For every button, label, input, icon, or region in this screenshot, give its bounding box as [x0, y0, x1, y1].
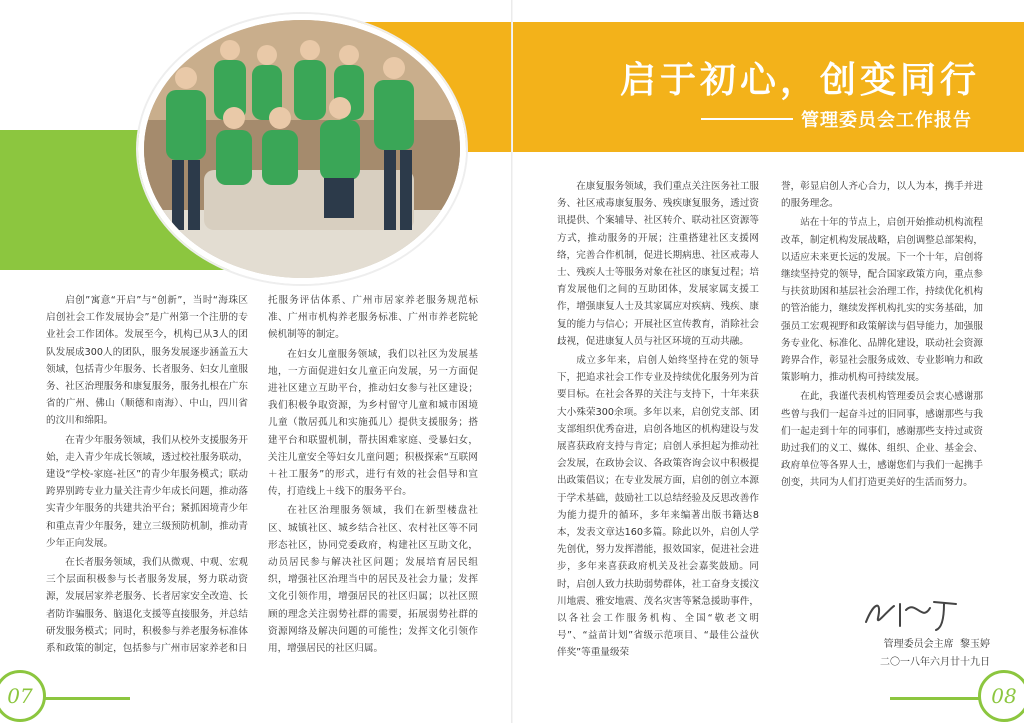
signature-line	[840, 636, 990, 654]
handwritten-signature-icon	[860, 592, 960, 634]
page-gutter	[511, 0, 513, 723]
paragraph: 誉，彰显启创人齐心合力，以人为本，携手并进的服务理念。	[781, 181, 983, 210]
paragraph: 在妇女儿童服务领域，我们以社区为发展基地，一方面促进妇女儿童正向发展，另一方面促进社区建立互助平台，推动妇女参与社区建设；我们积极争取资源，为乡村留守儿童和城市困境儿童（散居孤儿和实施孤儿）提供支援服务；搭建平台和联盟机制，帮扶困难家庭、受暴妇女，关注儿童安全等妇女儿童问题；积极探索“互联网＋社工服务”的形式，进行有效的社会倡导和宣传，打造线上＋线下的服务平台。	[268, 348, 478, 498]
group-photo-icon	[144, 20, 460, 278]
subtitle-row	[560, 106, 972, 132]
page-title: 启于初心，创变同行	[619, 59, 980, 101]
paragraph: 在青少年服务领域，我们从校外支援服务开始，走入青少年成长领域，透过校社服务联动，建设“学校-家庭-社区”的青少年服务模式；联动跨界别跨专业力量关注青少年成长问题，推动落实青少年服务的共建共治平台；紧抓困境青少年和重点青少年服务，建立三级预防机制，推动青少年正向发展。	[46, 434, 248, 549]
page-subtitle: 管理委员会工作报告	[801, 110, 972, 131]
page-number-right: 08	[978, 670, 1024, 722]
paragraph: 在康复服务领域，我们重点关注医务社工服务、社区戒毒康复服务、残疾康复服务，透过资讯提供、个案辅导、社区转介、联动社区资源等方式，推动服务的开展；注重搭建社区支援网络，完善合作机制，促进长期病患、社区戒毒人士、残疾人士等服务对象在社区的康复过程；培育发展他们之间的互助团体，发展家属支援工作，增强康复人士及其家属应对疾病、残疾、康复的能力与信心；开展社区宣传教育，消除社会歧视，促进康复人员与社区环境的互动共融。	[557, 181, 759, 347]
right-column-2	[781, 178, 983, 494]
subtitle-dash	[701, 118, 793, 120]
paragraph: 在社区治理服务领域，我们在新型楼盘社区、城镇社区、城乡结合社区、农村社区等不同形态社区，协同党委政府，构建社区互助文化，动员居民参与解决社区问题；发展培育居民组织，增强社区治理当中的居民及社会力量；发挥文化引领作用，增强居民的社区归属；以社区照顾的理念关注弱势社群的需要，拓展弱势社群的资源网络及解决问题的可能性；发挥文化引领作用，增强居民的社区归属。	[268, 505, 478, 655]
page-number-left: 07	[0, 670, 46, 722]
page-number-bar-right	[890, 697, 980, 700]
paragraph: 站在十年的节点上，启创开始推动机构流程改革，制定机构发展战略，启创调整总部架构，以适应未来更长远的发展。下一个十年，启创将继续坚持党的领导，配合国家政策方向，重点参与扶贫助困和基层社会治理工作，持续优化机构的管治能力，继续发挥机构扎实的实务基础，加强员工宏观视野和政策解读与倡导能力，加强服务专业化、标准化、品牌化建设，联动社会资源跨界合作，彰显社会服务成效、专业影响力和政策影响力，推动机构可持续发展。	[781, 217, 983, 384]
page-number-bar-left	[40, 697, 130, 700]
signature-role: 管理委员会主席	[883, 639, 954, 650]
paragraph: 启创”寓意“开启”与“创新”，当时“海珠区启创社会工作发展协会”是广州第一个注册的专业社会工作团体。发展至今，机构已从3人的团队发展成300人的团队，服务发展逐步涵盖五大领域，包括青少年服务、长者服务、妇女儿童服务、社区治理服务和康复服务，服务扎根在广东省的广州、佛山（顺德和南海）、中山，四川省的汶川和绵阳。	[46, 295, 248, 427]
right-column-1	[557, 178, 759, 664]
signature-name: 黎玉婷	[960, 639, 990, 650]
group-photo	[138, 14, 466, 284]
left-column-1	[46, 292, 248, 659]
paragraph: 在此，我谨代表机构管理委员会衷心感谢那些曾与我们一起奋斗过的旧同事，感谢那些与我们一起走到十年的同事们，感谢那些支持过或资助过我们的义工、媒体、组织、企业、基金会、政府单位等各界人士，感谢您们与我们一起携手创变，共同为人们打造更美好的生活而努力。	[781, 391, 983, 489]
left-column-2	[268, 292, 478, 659]
signature-block	[840, 636, 990, 672]
paragraph: 托服务评估体系、广州市居家养老服务规范标准、广州市机构养老服务标准、广州市养老院轮候机制等的制定。	[268, 295, 478, 341]
signature-date: 二〇一八年六月廿十九日	[880, 657, 990, 668]
paragraph: 成立多年来，启创人始终坚持在党的领导下，把追求社会工作专业及持续优化服务列为首要目标。在社会各界的关注与支持下，十年来获大小殊荣300余项。多年以来，启创党支部、团支部组织优秀奋进，启创各地区的机构建设与发展喜获政府支持与肯定；启创人承担起为推动社会发展，在政协会议、各政策咨询会议中积极提出政策倡议；在专业发展方面，启创的创立本源于学术基础，鼓励社工以总结经验及反思改善作为能力提升的循环，多年来编著出版书籍达8本，发表文章达160多篇。除此以外，启创人学先创优，努力发挥潜能，报效国家，促进社会进步，多年来喜获政府机关及社会嘉奖鼓励。同时，启创人致力扶助弱势群体，社工奋身支援汶川地震、雅安地震、茂名灾害等紧急援助事件，以各社会工作服务机构、全国“敬老文明号”、“益苗计划”省级示范项目、“最佳公益伙伴奖”等重量级荣	[557, 355, 759, 659]
paragraph: 在长者服务领域，我们从微观、中观、宏观三个层面积极参与长者服务发展，努力联动资源，发展居家养老服务、长者居家安全改造、长者防诈骗服务、脑退化支援等直接服务，并总结研发服务模式；同时，积极参与养老服务标准体系和政策的制定，包括参与广州市居家养老和日	[46, 557, 248, 655]
band-divider	[560, 152, 1024, 160]
